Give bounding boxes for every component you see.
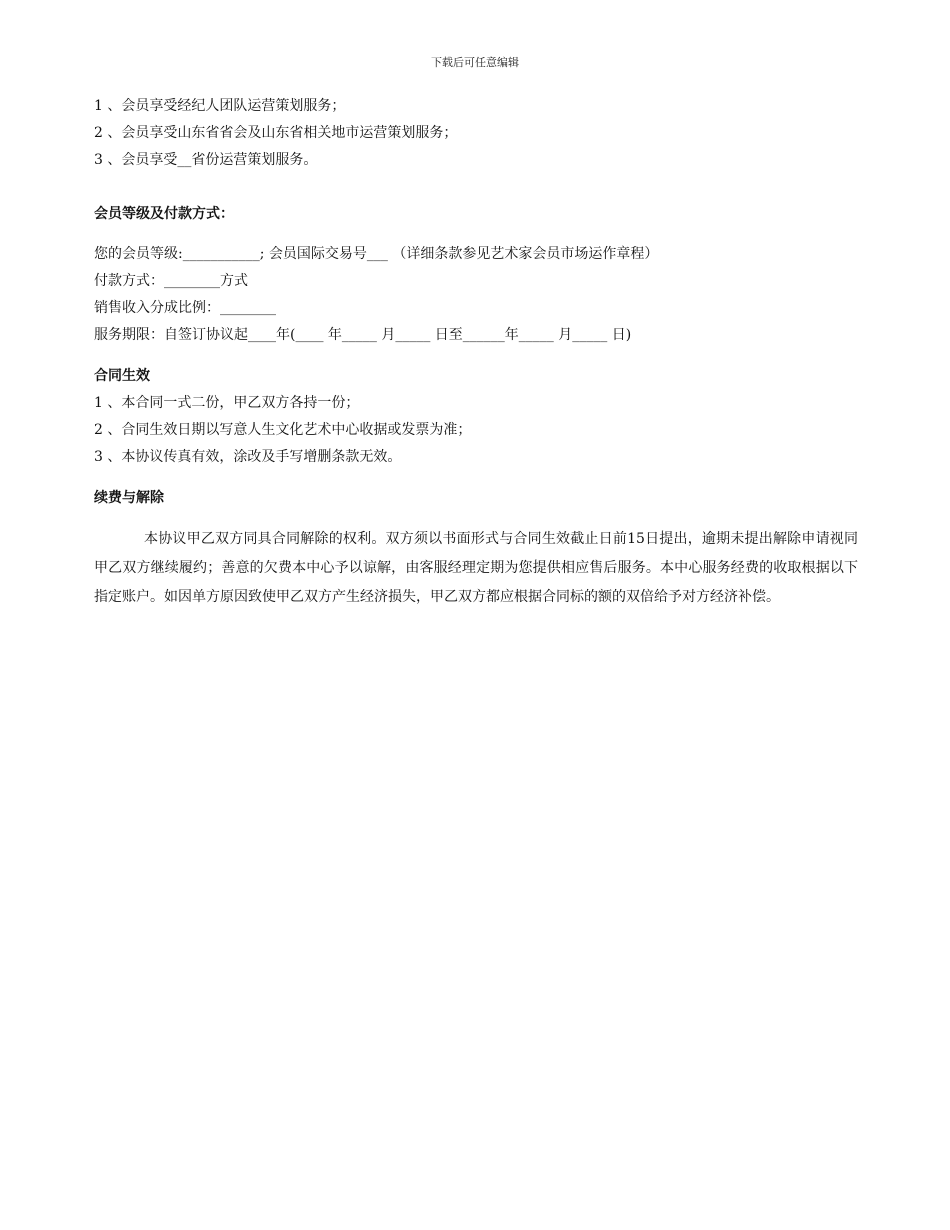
effect-section — [94, 363, 874, 471]
effect-heading: 合同生效 — [94, 368, 150, 384]
service-term-line: 服务期限：自签订协议起____年(____ 年_____ 月_____ 日至______年_____ 月_____ 日) — [94, 327, 632, 343]
renewal-heading: 续费与解除 — [94, 490, 164, 506]
spacer — [94, 174, 874, 201]
header-note: 下载后可任意编辑 — [431, 56, 519, 69]
effect-item: 3 、本协议传真有效，涂改及手写增删条款无效。 — [94, 449, 402, 465]
effect-item: 2 、合同生效日期以写意人生文化艺术中心收据或发票为准； — [94, 422, 472, 438]
membership-level-line: 您的会员等级:___________; 会员国际交易号___ （详细条款参见艺术家会员市场运作章程） — [94, 246, 659, 262]
spacer — [94, 349, 874, 363]
renewal-paragraph: 本协议甲乙双方同具合同解除的权利。双方须以书面形式与合同生效截止日前15日提出，逾期未提出解除申请视同甲乙双方继续履约；善意的欠费本中心予以谅解，由客服经理定期为您提供相应售后服务。本中心服务经费的收取根据以下指定账户。如因单方原因致使甲乙双方产生经济损失，甲乙双方都应根据合同标的额的双倍给予对方经济补偿。 — [94, 531, 858, 605]
service-item: 2 、会员享受山东省省会及山东省相关地市运营策划服务； — [94, 125, 458, 141]
membership-section — [94, 201, 874, 349]
renewal-section — [94, 485, 874, 612]
effect-item: 1 、本合同一式二份，甲乙双方各持一份； — [94, 395, 360, 411]
revenue-share-line: 销售收入分成比例：________ — [94, 300, 276, 316]
payment-method-line: 付款方式：________方式 — [94, 273, 248, 289]
membership-heading: 会员等级及付款方式： — [94, 206, 234, 222]
spacer — [94, 471, 874, 485]
spacer — [94, 228, 874, 241]
service-item: 1 、会员享受经纪人团队运营策划服务； — [94, 98, 346, 114]
document-body — [94, 93, 874, 612]
services-list — [94, 93, 874, 174]
service-item: 3 、会员享受__省份运营策划服务。 — [94, 152, 318, 168]
spacer — [94, 512, 874, 525]
